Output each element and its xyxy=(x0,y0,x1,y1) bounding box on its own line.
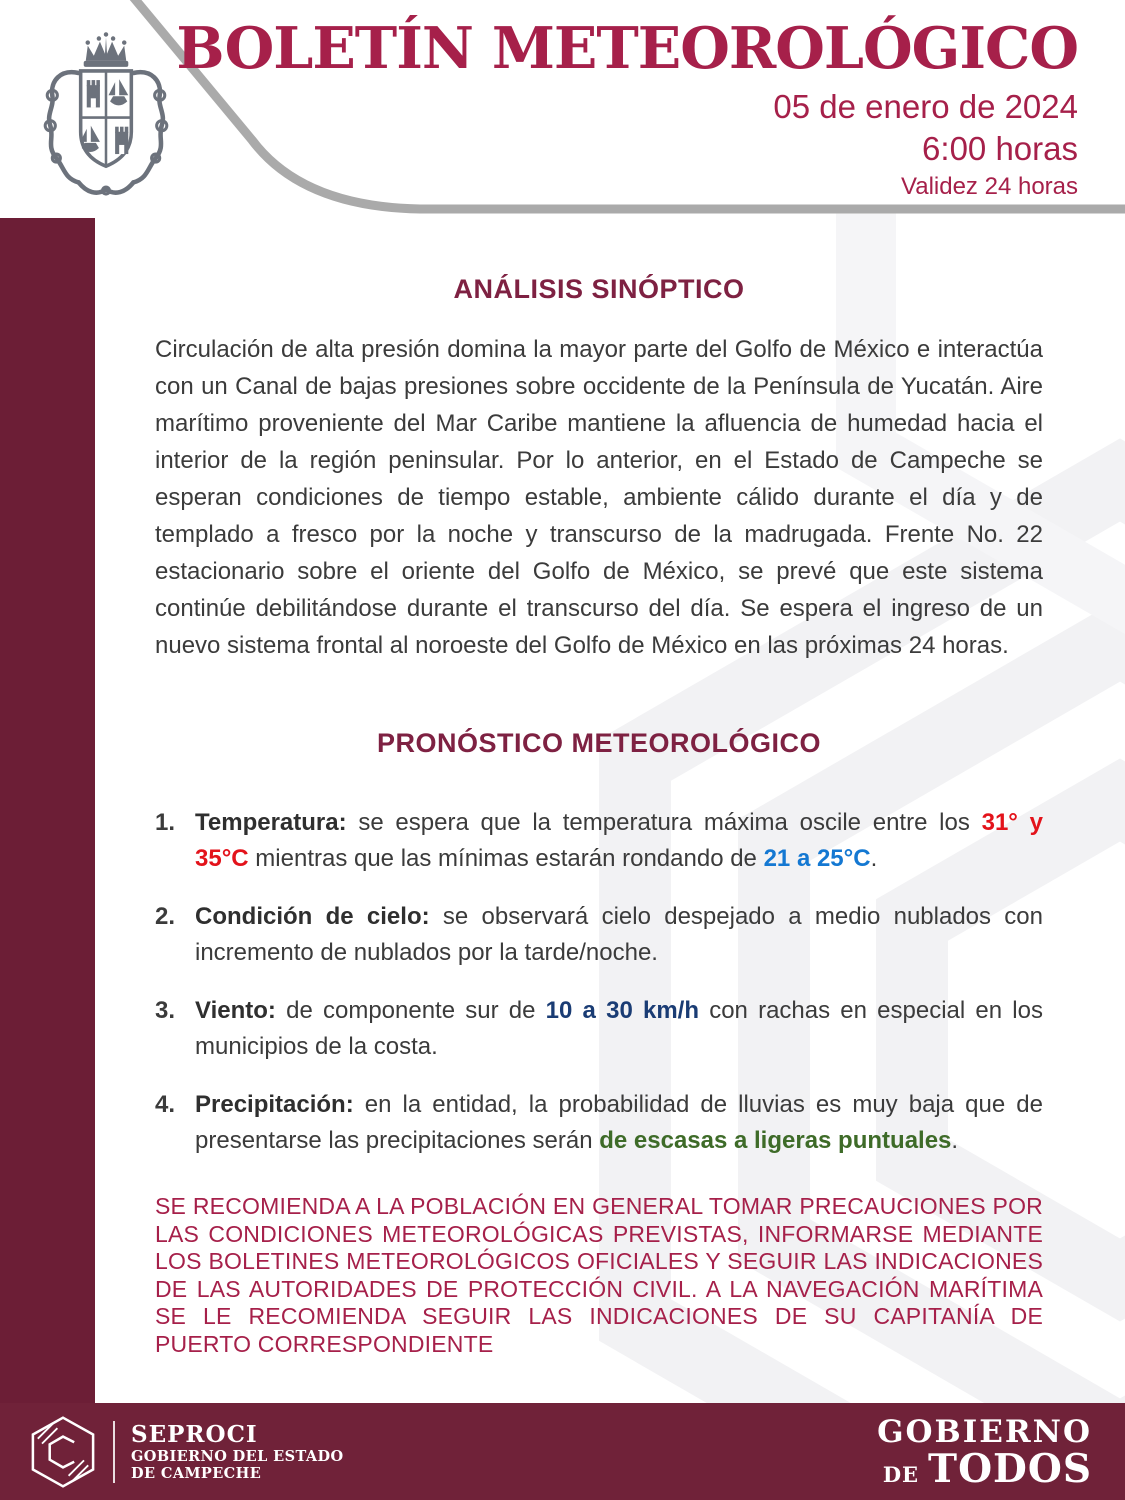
seproci-logo-icon xyxy=(28,1415,98,1489)
item-number: 3. xyxy=(155,997,176,1024)
recommendation-paragraph: SE RECOMIENDA A LA POBLACIÓN EN GENERAL TOMAR PRECAUCIONES POR LAS CONDICIONES METEOROLÓGICAS PREVISTAS, INFORMARSE MEDIANTE LOS BOLETINES METEOROLÓGICOS OFICIALES Y SEGUIR LAS INDICACIONES DE LAS AUTORIDADES DE PROTECCIÓN CIVIL. A LA NAVEGACIÓN MARÍTIMA SE LE RECOMIENDA SEGUIR LAS INDICACIONES DE SU CAPITANÍA DE PUERTO CORRESPONDIENTE xyxy=(155,1193,1043,1357)
item-segment: con rachas en especial en los municipios de la costa. xyxy=(195,997,1043,1060)
rain-intensity-value: de escasas a ligeras puntuales xyxy=(599,1127,952,1154)
temp-min-value: 21 a 25°C xyxy=(763,845,871,872)
bulletin-validity: Validez 24 horas xyxy=(901,173,1078,200)
bulletin-date: 05 de enero de 2024 xyxy=(773,88,1078,125)
agency-org-line2: DE CAMPECHE xyxy=(131,1464,262,1482)
item-label: Viento: xyxy=(195,997,276,1024)
content-column xyxy=(155,248,1043,1358)
slogan-todos: TODOS xyxy=(928,1445,1092,1492)
page-title: BOLETÍN METEOROLÓGICO xyxy=(176,15,1078,82)
slogan-block xyxy=(877,1413,1092,1492)
item-number: 4. xyxy=(155,1091,176,1118)
forecast-item-precipitation xyxy=(155,1087,1043,1159)
campeche-coat-of-arms-icon xyxy=(30,26,182,198)
forecast-item-wind xyxy=(155,993,1043,1065)
forecast-item-temperature xyxy=(155,805,1043,877)
forecast-item-sky xyxy=(155,899,1043,971)
item-segment: en la entidad, la probabilidad de lluvias es muy baja que de presentarse las precipitaciones serán xyxy=(195,1091,1043,1154)
item-segment: mientras que las mínimas estarán rondando de xyxy=(248,845,764,872)
bulletin-time: 6:00 horas xyxy=(922,130,1078,167)
item-segment: . xyxy=(951,1127,959,1154)
item-text xyxy=(195,899,1043,971)
item-text xyxy=(195,805,1043,877)
forecast-list xyxy=(155,805,1043,1159)
agency-block xyxy=(131,1422,344,1482)
item-segment: se observará cielo despejado a medio nublados con incremento de nublados por la tarde/noche. xyxy=(195,903,1044,966)
agency-org-line1: GOBIERNO DEL ESTADO xyxy=(131,1447,344,1465)
item-segment: de componente sur de xyxy=(275,997,546,1024)
header xyxy=(176,15,1078,202)
synoptic-heading: ANÁLISIS SINÓPTICO xyxy=(453,274,745,304)
item-label: Condición de cielo: xyxy=(195,903,430,930)
slogan-line1: GOBIERNO xyxy=(877,1413,1092,1450)
temp-max-value: 31° y 35°C xyxy=(195,809,1043,872)
slogan-line2 xyxy=(877,1445,1092,1492)
synoptic-paragraph: Circulación de alta presión domina la mayor parte del Golfo de México e interactúa con un Canal de bajas presiones sobre occidente de la Península de Yucatán. Aire marítimo proveniente del Mar Caribe mantiene la afluencia de humedad hacia el interior de la región peninsular. Por lo anterior, en el Estado de Campeche se esperan condiciones de tiempo estable, ambiente cálido durante el día y de templado a fresco por la noche y transcurso de la madrugada. Frente No. 22 estacionario sobre el oriente del Golfo de México, se prevé que este sistema continúe debilitándose durante el transcurso del día. Se espera el ingreso de un nuevo sistema frontal al noroeste del Golfo de México en las próximas 24 horas. xyxy=(155,336,1043,659)
left-accent-band xyxy=(0,218,95,1403)
slogan-de: DE xyxy=(882,1461,920,1487)
item-number: 1. xyxy=(155,809,176,836)
item-text xyxy=(195,993,1043,1065)
item-label: Precipitación: xyxy=(195,1091,354,1118)
footer-bar xyxy=(0,1403,1125,1500)
item-segment: se espera que la temperatura máxima oscile entre los xyxy=(346,809,982,836)
footer-divider xyxy=(113,1421,115,1483)
wind-speed-value: 10 a 30 km/h xyxy=(545,997,699,1024)
item-segment: . xyxy=(870,845,878,872)
item-text xyxy=(195,1087,1043,1159)
forecast-heading: PRONÓSTICO METEOROLÓGICO xyxy=(376,728,821,758)
agency-name: SEPROCI xyxy=(131,1420,258,1448)
item-label: Temperatura: xyxy=(195,809,347,836)
item-number: 2. xyxy=(155,903,176,930)
